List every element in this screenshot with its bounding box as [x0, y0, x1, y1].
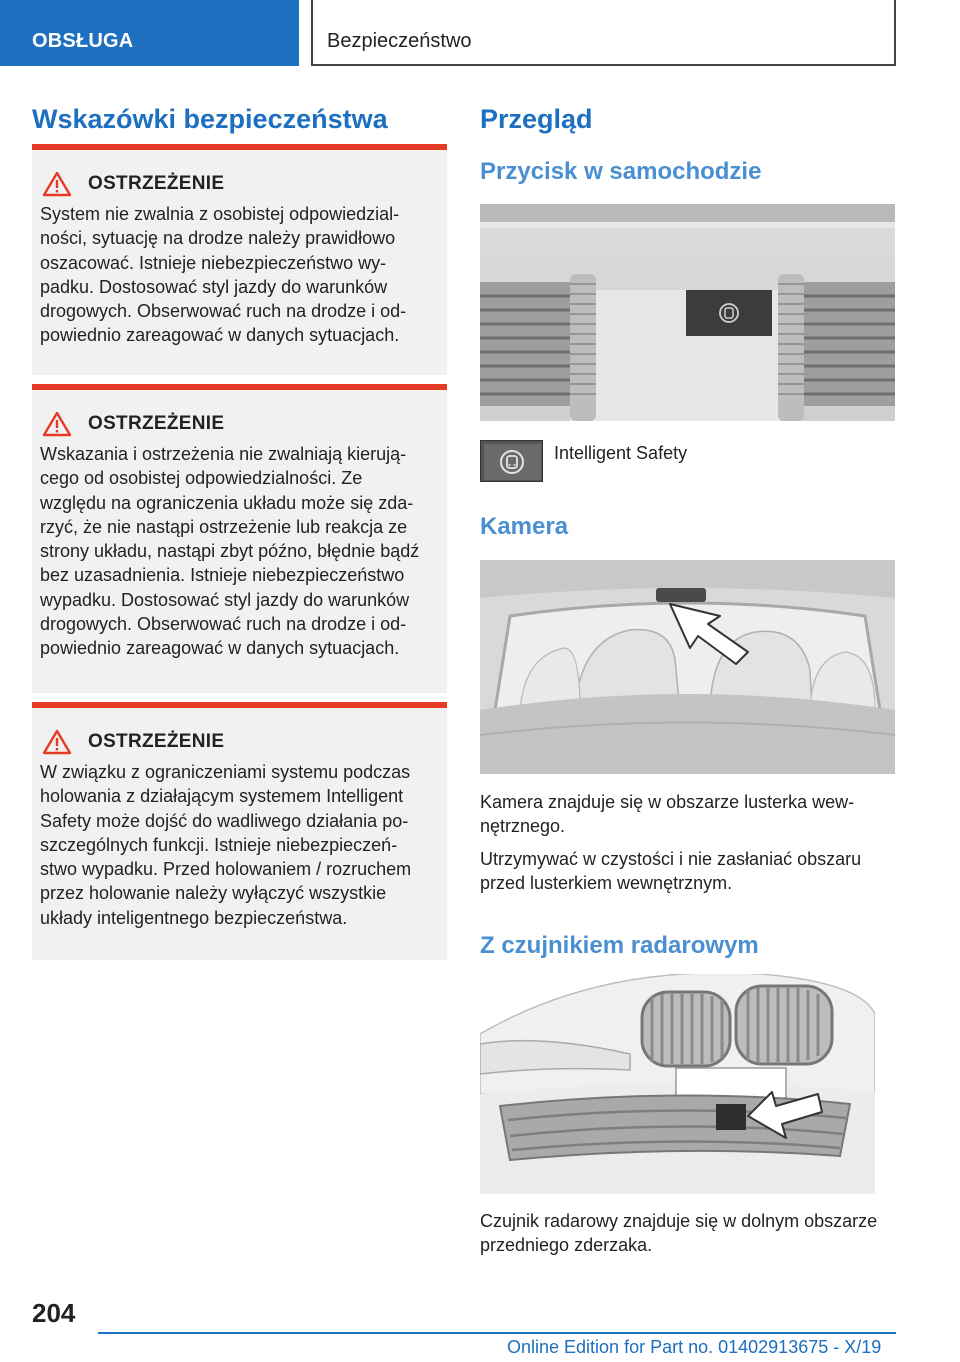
warning-triangle-icon	[42, 171, 72, 197]
text-line: Utrzymywać w czystości i nie zasłaniać obszaru	[480, 849, 862, 869]
button-heading: Przycisk w samochodzie	[480, 158, 762, 185]
text-line: Kamera znajduje się w obszarze lusterka wew-	[480, 792, 855, 812]
text-line: bez uzasadnienia. Istnieje niebezpieczeństwo	[40, 565, 405, 586]
warning-header	[42, 170, 433, 198]
text-line: Safety może dojść do wadliwego działania po-	[40, 810, 409, 831]
text-line: względu na ograniczenia układu może się zda-	[40, 492, 414, 513]
warning-title: OSTRZEŻENIE	[88, 173, 225, 194]
edition-note: Online Edition for Part no. 01402913675 - X/19	[507, 1337, 882, 1357]
intelligent-safety-icon	[480, 440, 543, 482]
text-line: W związku z ograniczeniami systemu podczas	[40, 762, 411, 782]
text-line: rzyć, że nie nastąpi ostrzeżenie lub reakcja ze	[40, 516, 408, 537]
warning-text	[40, 442, 433, 661]
text-line: cego od osobistej odpowiedzialności. Ze	[40, 468, 363, 489]
overview-title: Przegląd	[480, 104, 593, 134]
text-line: przed lusterkiem wewnętrznym.	[480, 873, 733, 894]
warning-text	[40, 760, 433, 930]
text-line: powiednio zareagować w danych sytuacjach.	[40, 638, 400, 659]
text-line: układy inteligentnego bezpieczeństwa.	[40, 907, 348, 928]
warning-triangle-icon	[42, 411, 72, 437]
warning-box-3	[32, 702, 447, 960]
text-line: przedniego zderzaka.	[480, 1235, 653, 1256]
warning-box-2	[32, 384, 447, 693]
camera-figure	[480, 560, 895, 774]
text-line: wypadku. Dostosować styl jazdy do warunków	[40, 589, 410, 610]
button-label: Intelligent Safety	[554, 443, 688, 463]
text-line: Wskazania i ostrzeżenia nie zwalniają kierują-	[40, 444, 407, 464]
page-number: 204	[32, 1298, 76, 1328]
text-line: przez holowanie należy wyłączyć wszystkie	[40, 883, 387, 904]
camera-instruction	[480, 847, 861, 896]
warning-box-1	[32, 144, 447, 375]
camera-description	[480, 790, 854, 839]
text-line: strony układu, nastąpi zbyt późno, błędnie bądź	[40, 541, 420, 562]
text-line: nętrznego.	[480, 816, 566, 837]
warning-title: OSTRZEŻENIE	[88, 731, 225, 752]
section-tab: OBSŁUGA	[0, 0, 299, 66]
text-line: oszacować. Istnieje niebezpieczeństwo wy-	[40, 252, 387, 273]
text-line: System nie zwalnia z osobistej odpowiedzial-	[40, 204, 400, 224]
text-line: drogowych. Obserwować ruch na drodze i od-	[40, 301, 407, 322]
radar-figure	[480, 974, 875, 1194]
chapter-title: Bezpieczeństwo	[311, 0, 896, 66]
camera-heading: Kamera	[480, 513, 569, 540]
text-line: ności, sytuację na drodze należy prawidłowo	[40, 228, 396, 249]
page-title-safety-notes: Wskazówki bezpieczeństwa	[32, 104, 388, 134]
warning-header	[42, 410, 433, 438]
text-line: drogowych. Obserwować ruch na drodze i od-	[40, 614, 407, 635]
footer-divider	[98, 1332, 896, 1334]
warning-header	[42, 728, 433, 756]
text-line: Czujnik radarowy znajduje się w dolnym obszarze	[480, 1211, 878, 1231]
text-line: holowania z działającym systemem Intelligent	[40, 786, 404, 807]
text-line: stwo wypadku. Przed holowaniem / rozruchem	[40, 859, 412, 880]
radar-description	[480, 1209, 877, 1258]
warning-text	[40, 202, 433, 348]
dashboard-button-figure	[480, 204, 895, 421]
warning-triangle-icon	[42, 729, 72, 755]
warning-title: OSTRZEŻENIE	[88, 413, 225, 434]
text-line: powiednio zareagować w danych sytuacjach.	[40, 325, 400, 346]
radar-heading: Z czujnikiem radarowym	[480, 932, 759, 959]
text-line: szczególnych funkcji. Istnieje niebezpieczeń-	[40, 834, 398, 855]
text-line: padku. Dostosować styl jazdy do warunków	[40, 276, 388, 297]
